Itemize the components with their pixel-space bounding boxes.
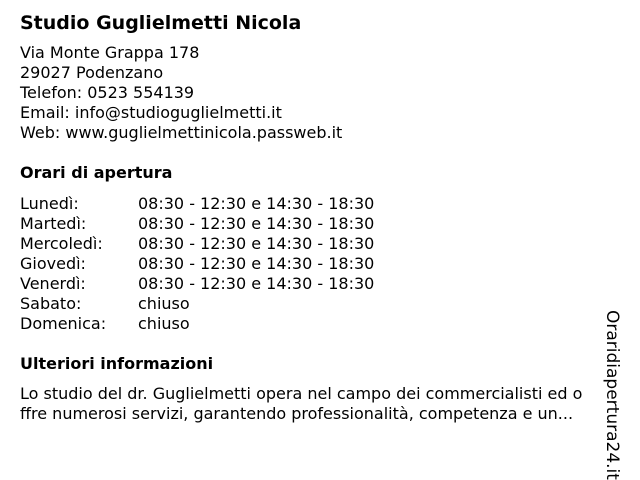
hours-row-saturday xyxy=(20,294,620,314)
time-value: 08:30 - 12:30 e 14:30 - 18:30 xyxy=(138,234,375,253)
hours-row-wednesday xyxy=(20,234,620,254)
time-value: 08:30 - 12:30 e 14:30 - 18:30 xyxy=(138,214,375,233)
phone-line[interactable]: Telefon: 0523 554139 xyxy=(20,83,195,102)
business-name: Studio Guglielmetti Nicola xyxy=(20,12,302,34)
day-label: Venerdì: xyxy=(20,274,86,293)
day-label: Domenica: xyxy=(20,314,107,333)
day-label: Martedì: xyxy=(20,214,87,233)
email-line[interactable]: Email: info@studioguglielmetti.it xyxy=(20,103,282,122)
time-value: chiuso xyxy=(138,294,190,313)
address-city: 29027 Podenzano xyxy=(20,63,164,82)
day-label: Giovedì: xyxy=(20,254,86,273)
site-watermark: Oraridiapertura24.it xyxy=(602,310,622,480)
day-label: Sabato: xyxy=(20,294,82,313)
hours-row-thursday xyxy=(20,254,620,274)
time-value: chiuso xyxy=(138,314,190,333)
hours-row-tuesday xyxy=(20,214,620,234)
contact-block xyxy=(20,43,620,143)
address-street: Via Monte Grappa 178 xyxy=(20,43,200,62)
more-info-heading: Ulteriori informazioni xyxy=(20,354,214,373)
web-line[interactable]: Web: www.guglielmettinicola.passweb.it xyxy=(20,123,343,142)
day-label: Lunedì: xyxy=(20,194,79,213)
more-info-text: Lo studio del dr. Guglielmetti opera nel campo dei commercialisti ed o ffre numerosi servizi, garantendo professionalità, competenza e un... xyxy=(20,384,583,423)
hours-row-friday xyxy=(20,274,620,294)
time-value: 08:30 - 12:30 e 14:30 - 18:30 xyxy=(138,254,375,273)
opening-hours-table xyxy=(20,194,620,334)
time-value: 08:30 - 12:30 e 14:30 - 18:30 xyxy=(138,194,375,213)
business-card xyxy=(20,10,620,424)
day-label: Mercoledì: xyxy=(20,234,103,253)
hours-row-monday xyxy=(20,194,620,214)
hours-row-sunday xyxy=(20,314,620,334)
opening-hours-heading: Orari di apertura xyxy=(20,163,173,182)
time-value: 08:30 - 12:30 e 14:30 - 18:30 xyxy=(138,274,375,293)
